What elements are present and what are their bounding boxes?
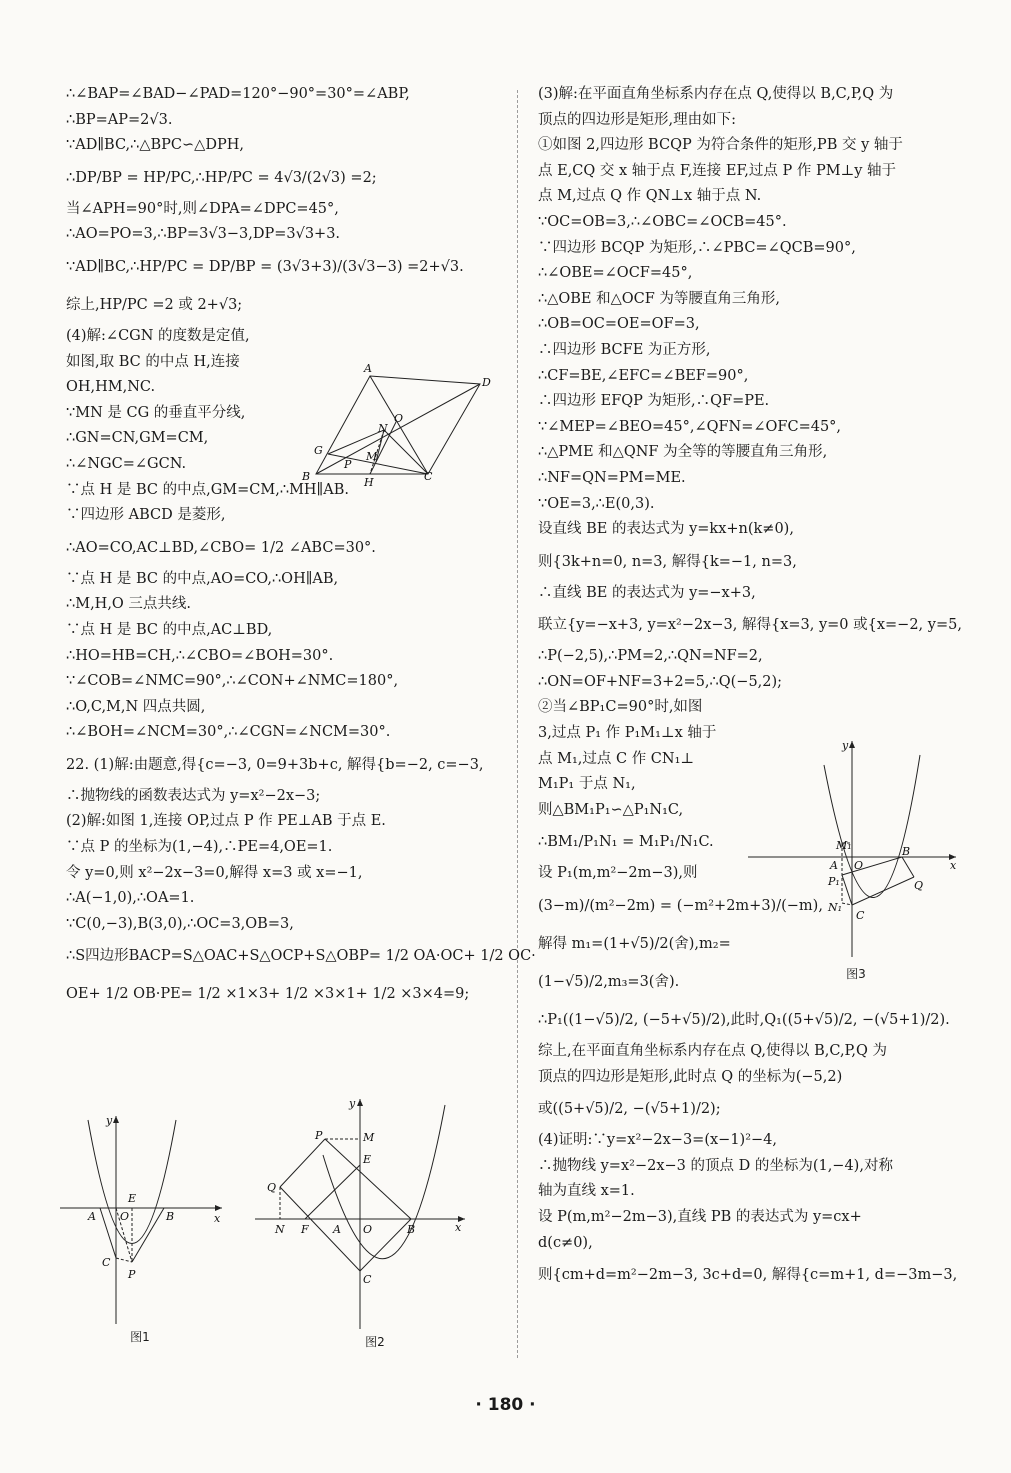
text-line: ∵AD∥BC,∴△BPC∽△DPH,	[66, 137, 244, 154]
text-line: 如图,取 BC 的中点 H,连接	[66, 353, 240, 370]
label-E: E	[363, 1153, 372, 1166]
text-line: (4)解:∠CGN 的度数是定值,	[66, 327, 250, 344]
label-N: N	[275, 1223, 285, 1236]
text-line: ∴P₁((1−√5)/2, (−5+√5)/2),此时,Q₁((5+√5)/2, −(√5+1)/2).	[538, 1012, 950, 1029]
text-line: 顶点的四边形是矩形,此时点 Q 的坐标为(−5,2)	[538, 1068, 843, 1085]
text-line: 联立{y=−x+3, y=x²−2x−3, 解得{x=3, y=0 或{x=−2, y=5,	[538, 617, 962, 634]
text-line: (3)解:在平面直角坐标系内存在点 Q,使得以 B,C,P,Q 为	[538, 86, 894, 102]
text-line: ∵C(0,−3),B(3,0),∴OC=3,OB=3,	[66, 915, 294, 932]
label-A: A	[830, 859, 838, 872]
label-A: A	[333, 1223, 341, 1236]
label-A: A	[88, 1210, 96, 1223]
label-C: C	[856, 909, 865, 922]
label-y: y	[349, 1097, 356, 1110]
text-line: OH,HM,NC.	[66, 379, 156, 396]
text-line: ∵∠MEP=∠BEO=45°,∠QFN=∠OFC=45°,	[538, 418, 842, 435]
text-line: ∴四边形 EFQP 为矩形,∴QF=PE.	[538, 393, 770, 410]
label-O: O	[854, 859, 864, 872]
label-D: D	[482, 376, 491, 389]
text-line: 解得 m₁=(1+√5)/2(舍),m₂=	[538, 936, 731, 953]
text-line: ②当∠BP₁C=90°时,如图	[538, 699, 703, 716]
text-line: ∵OE=3,∴E(0,3).	[538, 495, 655, 512]
left-column	[66, 82, 536, 1013]
q4-rest-block	[66, 478, 498, 746]
label-C: C	[102, 1256, 111, 1269]
text-line: ∴NF=QN=PM=ME.	[538, 469, 686, 486]
text-line: ∵OC=OB=3,∴∠OBC=∠OCB=45°.	[538, 213, 787, 230]
text-line: 顶点的四边形是矩形,理由如下:	[538, 111, 736, 128]
text-line: 令 y=0,则 x²−2x−3=0,解得 x=3 或 x=−1,	[66, 864, 363, 881]
text-line: ∴AO=PO=3,∴BP=3√3−3,DP=3√3+3.	[66, 226, 341, 243]
label-x: x	[950, 859, 957, 872]
q22-block	[66, 746, 536, 1014]
label-O: O	[120, 1210, 130, 1223]
text-line: ∴BM₁/P₁N₁ = M₁P₁/N₁C.	[538, 834, 714, 851]
text-line: ∴DP/BP = HP/PC,∴HP/PC = 4√3/(2√3) =2;	[66, 169, 377, 186]
text-line: 综上,在平面直角坐标系内存在点 Q,使得以 B,C,P,Q 为	[538, 1043, 887, 1060]
label-Q: Q	[267, 1181, 277, 1194]
text-line: 设直线 BE 的表达式为 y=kx+n(k≠0),	[538, 521, 794, 538]
rhombus-figure	[300, 362, 495, 492]
label-N1: N₁	[828, 901, 843, 914]
label-P: P	[128, 1268, 136, 1281]
label-y: y	[106, 1114, 113, 1127]
label-P: P	[344, 458, 352, 471]
fig3-caption: 图3	[846, 967, 866, 981]
text-line: 则{3k+n=0, n=3, 解得{k=−1, n=3,	[538, 553, 797, 570]
label-O: O	[363, 1223, 373, 1236]
label-F: F	[301, 1223, 309, 1236]
label-B: B	[902, 845, 911, 858]
text-line: ∴S四边形BACP=S△OAC+S△OCP+S△OBP= 1/2 OA·OC+ 1/2 OC·	[66, 948, 536, 965]
text-line: 则{cm+d=m²−2m−3, 3c+d=0, 解得{c=m+1, d=−3m−3,	[538, 1267, 958, 1284]
label-G: G	[314, 444, 323, 457]
rhombus-diagram	[300, 362, 495, 492]
right-column	[538, 82, 962, 1294]
text-line: ∵点 H 是 BC 的中点,AC⊥BD,	[66, 621, 273, 638]
text-line: ∴直线 BE 的表达式为 y=−x+3,	[538, 584, 756, 601]
text-line: ∵四边形 ABCD 是菱形,	[66, 507, 226, 524]
label-M: M	[366, 450, 378, 463]
text-line: ∴∠BAP=∠BAD−∠PAD=120°−90°=30°=∠ABP,	[66, 86, 410, 102]
text-line: ∴M,H,O 三点共线.	[66, 596, 192, 613]
text-line: OE+ 1/2 OB·PE= 1/2 ×1×3+ 1/2 ×3×1+ 1/2 ×3×4=9;	[66, 986, 470, 1003]
label-x: x	[214, 1212, 221, 1225]
parabola-graph-2	[255, 1095, 470, 1335]
text-line: ∵∠COB=∠NMC=90°,∴∠CON+∠NMC=180°,	[66, 673, 399, 690]
text-line: ∵四边形 BCQP 为矩形,∴∠PBC=∠QCB=90°,	[538, 239, 856, 256]
text-line: ∴HO=HB=CH,∴∠CBO=∠BOH=30°.	[66, 647, 334, 664]
text-line: 综上,HP/PC =2 或 2+√3;	[66, 296, 243, 313]
text-line: ∵点 P 的坐标为(1,−4),∴PE=4,OE=1.	[66, 839, 333, 856]
text-line: ∴ON=OF+NF=3+2=5,∴Q(−5,2);	[538, 673, 783, 690]
text-line: ∴抛物线 y=x²−2x−3 的顶点 D 的坐标为(1,−4),对称	[538, 1157, 893, 1174]
label-B: B	[302, 470, 311, 483]
text-line: ∴GN=CN,GM=CM,	[66, 430, 209, 447]
text-line: ∴△OBE 和△OCF 为等腰直角三角形,	[538, 290, 781, 307]
text-line: ∴O,C,M,N 四点共圆,	[66, 698, 206, 715]
text-line: (3−m)/(m²−2m) = (−m²+2m+3)/(−m),	[538, 898, 823, 915]
text-line: d(c≠0),	[538, 1234, 593, 1251]
text-line: (4)证明:∵y=x²−2x−3=(x−1)²−4,	[538, 1132, 777, 1149]
text-line: ∴P(−2,5),∴PM=2,∴QN=NF=2,	[538, 648, 763, 665]
label-C: C	[424, 470, 433, 483]
left-top-block	[66, 82, 498, 324]
parabola-graph-1	[60, 1112, 230, 1332]
label-M1: M₁	[836, 839, 852, 852]
label-N: N	[378, 422, 388, 435]
label-B: B	[166, 1210, 175, 1223]
label-P: P	[315, 1129, 323, 1142]
text-line: ∴△PME 和△QNF 为全等的等腰直角三角形,	[538, 444, 828, 461]
text-line: 点 M₁,过点 C 作 CN₁⊥	[538, 750, 695, 767]
text-line: 当∠APH=90°时,则∠DPA=∠DPC=45°,	[66, 200, 339, 217]
label-Q: Q	[914, 879, 924, 892]
text-line: ∴BP=AP=2√3.	[66, 111, 173, 128]
text-line: 设 P(m,m²−2m−3),直线 PB 的表达式为 y=cx+	[538, 1209, 862, 1225]
label-B: B	[407, 1223, 416, 1236]
text-line: ∴四边形 BCFE 为正方形,	[538, 341, 711, 358]
right-bottom-block	[538, 963, 958, 1294]
fig2-caption: 图2	[365, 1335, 385, 1349]
label-A: A	[364, 362, 372, 375]
text-line: 点 M,过点 Q 作 QN⊥x 轴于点 N.	[538, 188, 762, 205]
text-line: ∴CF=BE,∠EFC=∠BEF=90°,	[538, 367, 749, 384]
text-line: 设 P₁(m,m²−2m−3),则	[538, 865, 698, 882]
page-number: · 180 ·	[475, 1395, 536, 1415]
label-E: E	[128, 1192, 137, 1205]
text-line: ∴抛物线的函数表达式为 y=x²−2x−3;	[66, 787, 321, 804]
text-line: 轴为直线 x=1.	[538, 1183, 635, 1200]
text-line: 22. (1)解:由题意,得{c=−3, 0=9+3b+c, 解得{b=−2, c=−3,	[66, 756, 484, 773]
text-line: ∴A(−1,0),∴OA=1.	[66, 890, 195, 907]
text-line: ∴∠NGC=∠GCN.	[66, 455, 187, 472]
text-line: ∴∠BOH=∠NCM=30°,∴∠CGN=∠NCM=30°.	[66, 724, 391, 741]
text-line: 3,过点 P₁ 作 P₁M₁⊥x 轴于	[538, 725, 717, 742]
text-line: 点 E,CQ 交 x 轴于点 F,连接 EF,过点 P 作 PM⊥y 轴于	[538, 162, 897, 179]
text-line: ①如图 2,四边形 BCQP 为符合条件的矩形,PB 交 y 轴于	[538, 137, 903, 154]
text-line: ∴∠OBE=∠OCF=45°,	[538, 265, 693, 282]
figure-2	[255, 1095, 470, 1349]
text-line: ∵点 H 是 BC 的中点,GM=CM,∴MH∥AB.	[66, 481, 349, 498]
text-line: (2)解:如图 1,连接 OP,过点 P 作 PE⊥AB 于点 E.	[66, 813, 386, 830]
column-divider	[517, 90, 518, 1358]
label-P1: P₁	[828, 875, 840, 888]
label-O: O	[394, 412, 404, 425]
label-x: x	[455, 1221, 462, 1234]
text-line: 则△BM₁P₁∽△P₁N₁C,	[538, 801, 684, 818]
text-line: ∵点 H 是 BC 的中点,AO=CO,∴OH∥AB,	[66, 570, 339, 587]
label-C: C	[363, 1273, 372, 1286]
text-line: ∴AO=CO,AC⊥BD,∠CBO= 1/2 ∠ABC=30°.	[66, 539, 376, 556]
parabola-graph-3	[748, 735, 963, 960]
text-line: 或((5+√5)/2, −(√5+1)/2);	[538, 1101, 721, 1118]
text-line: ∴OB=OC=OE=OF=3,	[538, 316, 700, 333]
figure-3	[748, 735, 963, 981]
text-line: (1−√5)/2,m₃=3(舍).	[538, 974, 680, 991]
label-y: y	[842, 739, 849, 752]
label-M: M	[363, 1131, 375, 1144]
text-line: M₁P₁ 于点 N₁,	[538, 776, 636, 793]
label-H: H	[364, 476, 374, 489]
fig1-caption: 图1	[130, 1330, 150, 1344]
text-line: ∵MN 是 CG 的垂直平分线,	[66, 404, 246, 421]
right-top-block	[538, 82, 962, 695]
figure-1	[60, 1112, 230, 1344]
text-line: ∵AD∥BC,∴HP/PC = DP/BP = (3√3+3)/(3√3−3) =2+√3.	[66, 258, 464, 275]
